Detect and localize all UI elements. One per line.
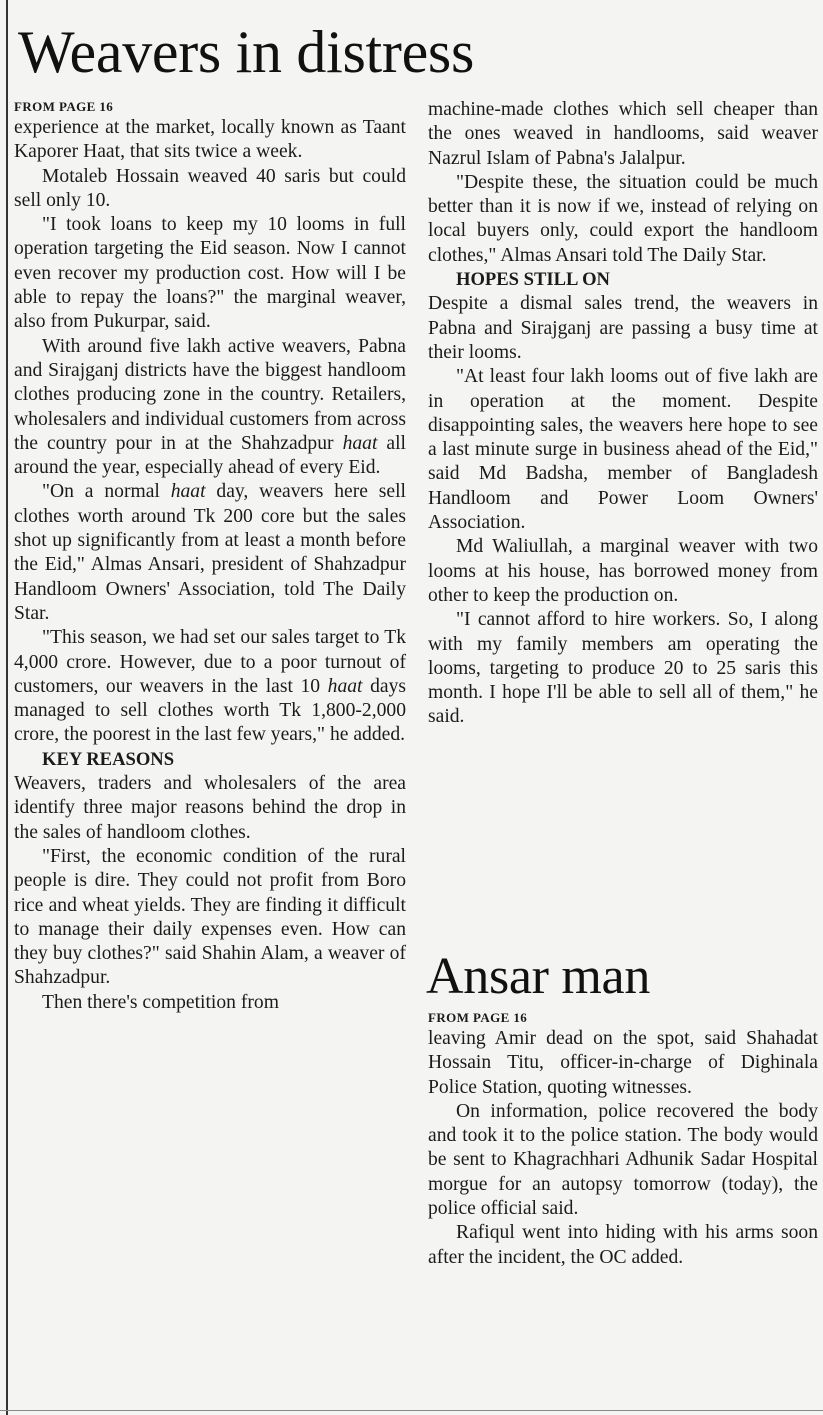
paragraph: experience at the market, locally known as Taant Kaporer Haat, that sits twice a week. bbox=[14, 117, 406, 163]
headline-weavers: Weavers in distress bbox=[18, 19, 475, 85]
paragraph: "I took loans to keep my 10 looms in full operation targeting the Eid season. Now I cannot even recover my production cost. How will I be able to repay the loans?" the marginal weaver, also from Pukurpar, said. bbox=[14, 214, 406, 333]
paragraph: machine-made clothes which sell cheaper than the ones weaved in handlooms, said weaver Nazrul Islam of Pabna's Jalalpur. bbox=[428, 99, 818, 169]
headline-ansar-man: Ansar man bbox=[426, 948, 651, 1005]
paragraph: leaving Amir dead on the spot, said Shahadat Hossain Titu, officer-in-charge of Dighinala Police Station, quoting witnesses. bbox=[428, 1028, 818, 1098]
article-column-left bbox=[14, 98, 406, 1015]
paragraph: "This season, we had set our sales target to Tk 4,000 crore. However, due to a poor turnout of customers, our weavers in the last 10 haat days managed to sell clothes worth Tk 1,800-2,000 crore, the poorest in the last few years," he added. bbox=[14, 627, 406, 746]
article2-column bbox=[428, 1009, 818, 1270]
column-rule bbox=[6, 0, 8, 1415]
paragraph: "First, the economic condition of the rural people is dire. They could not profit from Boro rice and wheat yields. They are finding it difficult to manage their daily expenses even. How can they buy clothes?" said Shahin Alam, a weaver of Shahzadpur. bbox=[14, 845, 406, 989]
paragraph: Then there's competition from bbox=[42, 991, 279, 1013]
paragraph: "On a normal haat day, weavers here sell clothes worth around Tk 200 core but the sales shot up significantly from at least a month before the Eid," Almas Ansari, president of Shahzadpur Handloom Owners' Association, told The Daily Star. bbox=[14, 481, 406, 624]
subhead-hopes-still-on: HOPES STILL ON bbox=[456, 269, 610, 291]
paragraph: Motaleb Hossain weaved 40 saris but could sell only 10. bbox=[14, 165, 406, 211]
paragraph: "I cannot afford to hire workers. So, I along with my family members am operating the looms, targeting to produce 20 to 25 saris this month. I hope I'll be able to sell all of them," he said. bbox=[428, 609, 818, 728]
paragraph: With around five lakh active weavers, Pabna and Sirajganj districts have the biggest handloom clothes producing zone in the country. Retailers, wholesalers and individual customers from across the country pour in at the Shahzadpur haat all around the year, especially ahead of every Eid. bbox=[14, 335, 406, 479]
from-page-label: FROM PAGE 16 bbox=[428, 1010, 528, 1025]
bottom-rule bbox=[0, 1410, 823, 1411]
paragraph: Md Waliullah, a marginal weaver with two looms at his house, has borrowed money from other to keep the production on. bbox=[428, 536, 818, 606]
paragraph: Despite a dismal sales trend, the weavers in Pabna and Sirajganj are passing a busy time at their looms. bbox=[428, 293, 818, 363]
from-page-label: FROM PAGE 16 bbox=[14, 99, 114, 114]
paragraph: On information, police recovered the body and took it to the police station. The body would be sent to Khagrachhari Adhunik Sadar Hospital morgue for an autopsy tomorrow (today), the police official said. bbox=[428, 1100, 818, 1220]
subhead-key-reasons: KEY REASONS bbox=[42, 748, 175, 770]
paragraph: "At least four lakh looms out of five lakh are in operation at the moment. Despite disappointing sales, the weavers here hope to see a last minute surge in business ahead of the Eid," said Md Badsha, member of Bangladesh Handloom and Power Loom Owners' Association. bbox=[428, 366, 818, 534]
paragraph: "Despite these, the situation could be much better than it is now if we, instead of relying on local buyers only, could export the handloom clothes," Almas Ansari told The Daily Star. bbox=[428, 171, 818, 266]
paragraph: Rafiqul went into hiding with his arms soon after the incident, the OC added. bbox=[428, 1222, 818, 1268]
paragraph: Weavers, traders and wholesalers of the area identify three major reasons behind the drop in the sales of handloom clothes. bbox=[14, 773, 406, 843]
article-column-right bbox=[428, 98, 818, 730]
